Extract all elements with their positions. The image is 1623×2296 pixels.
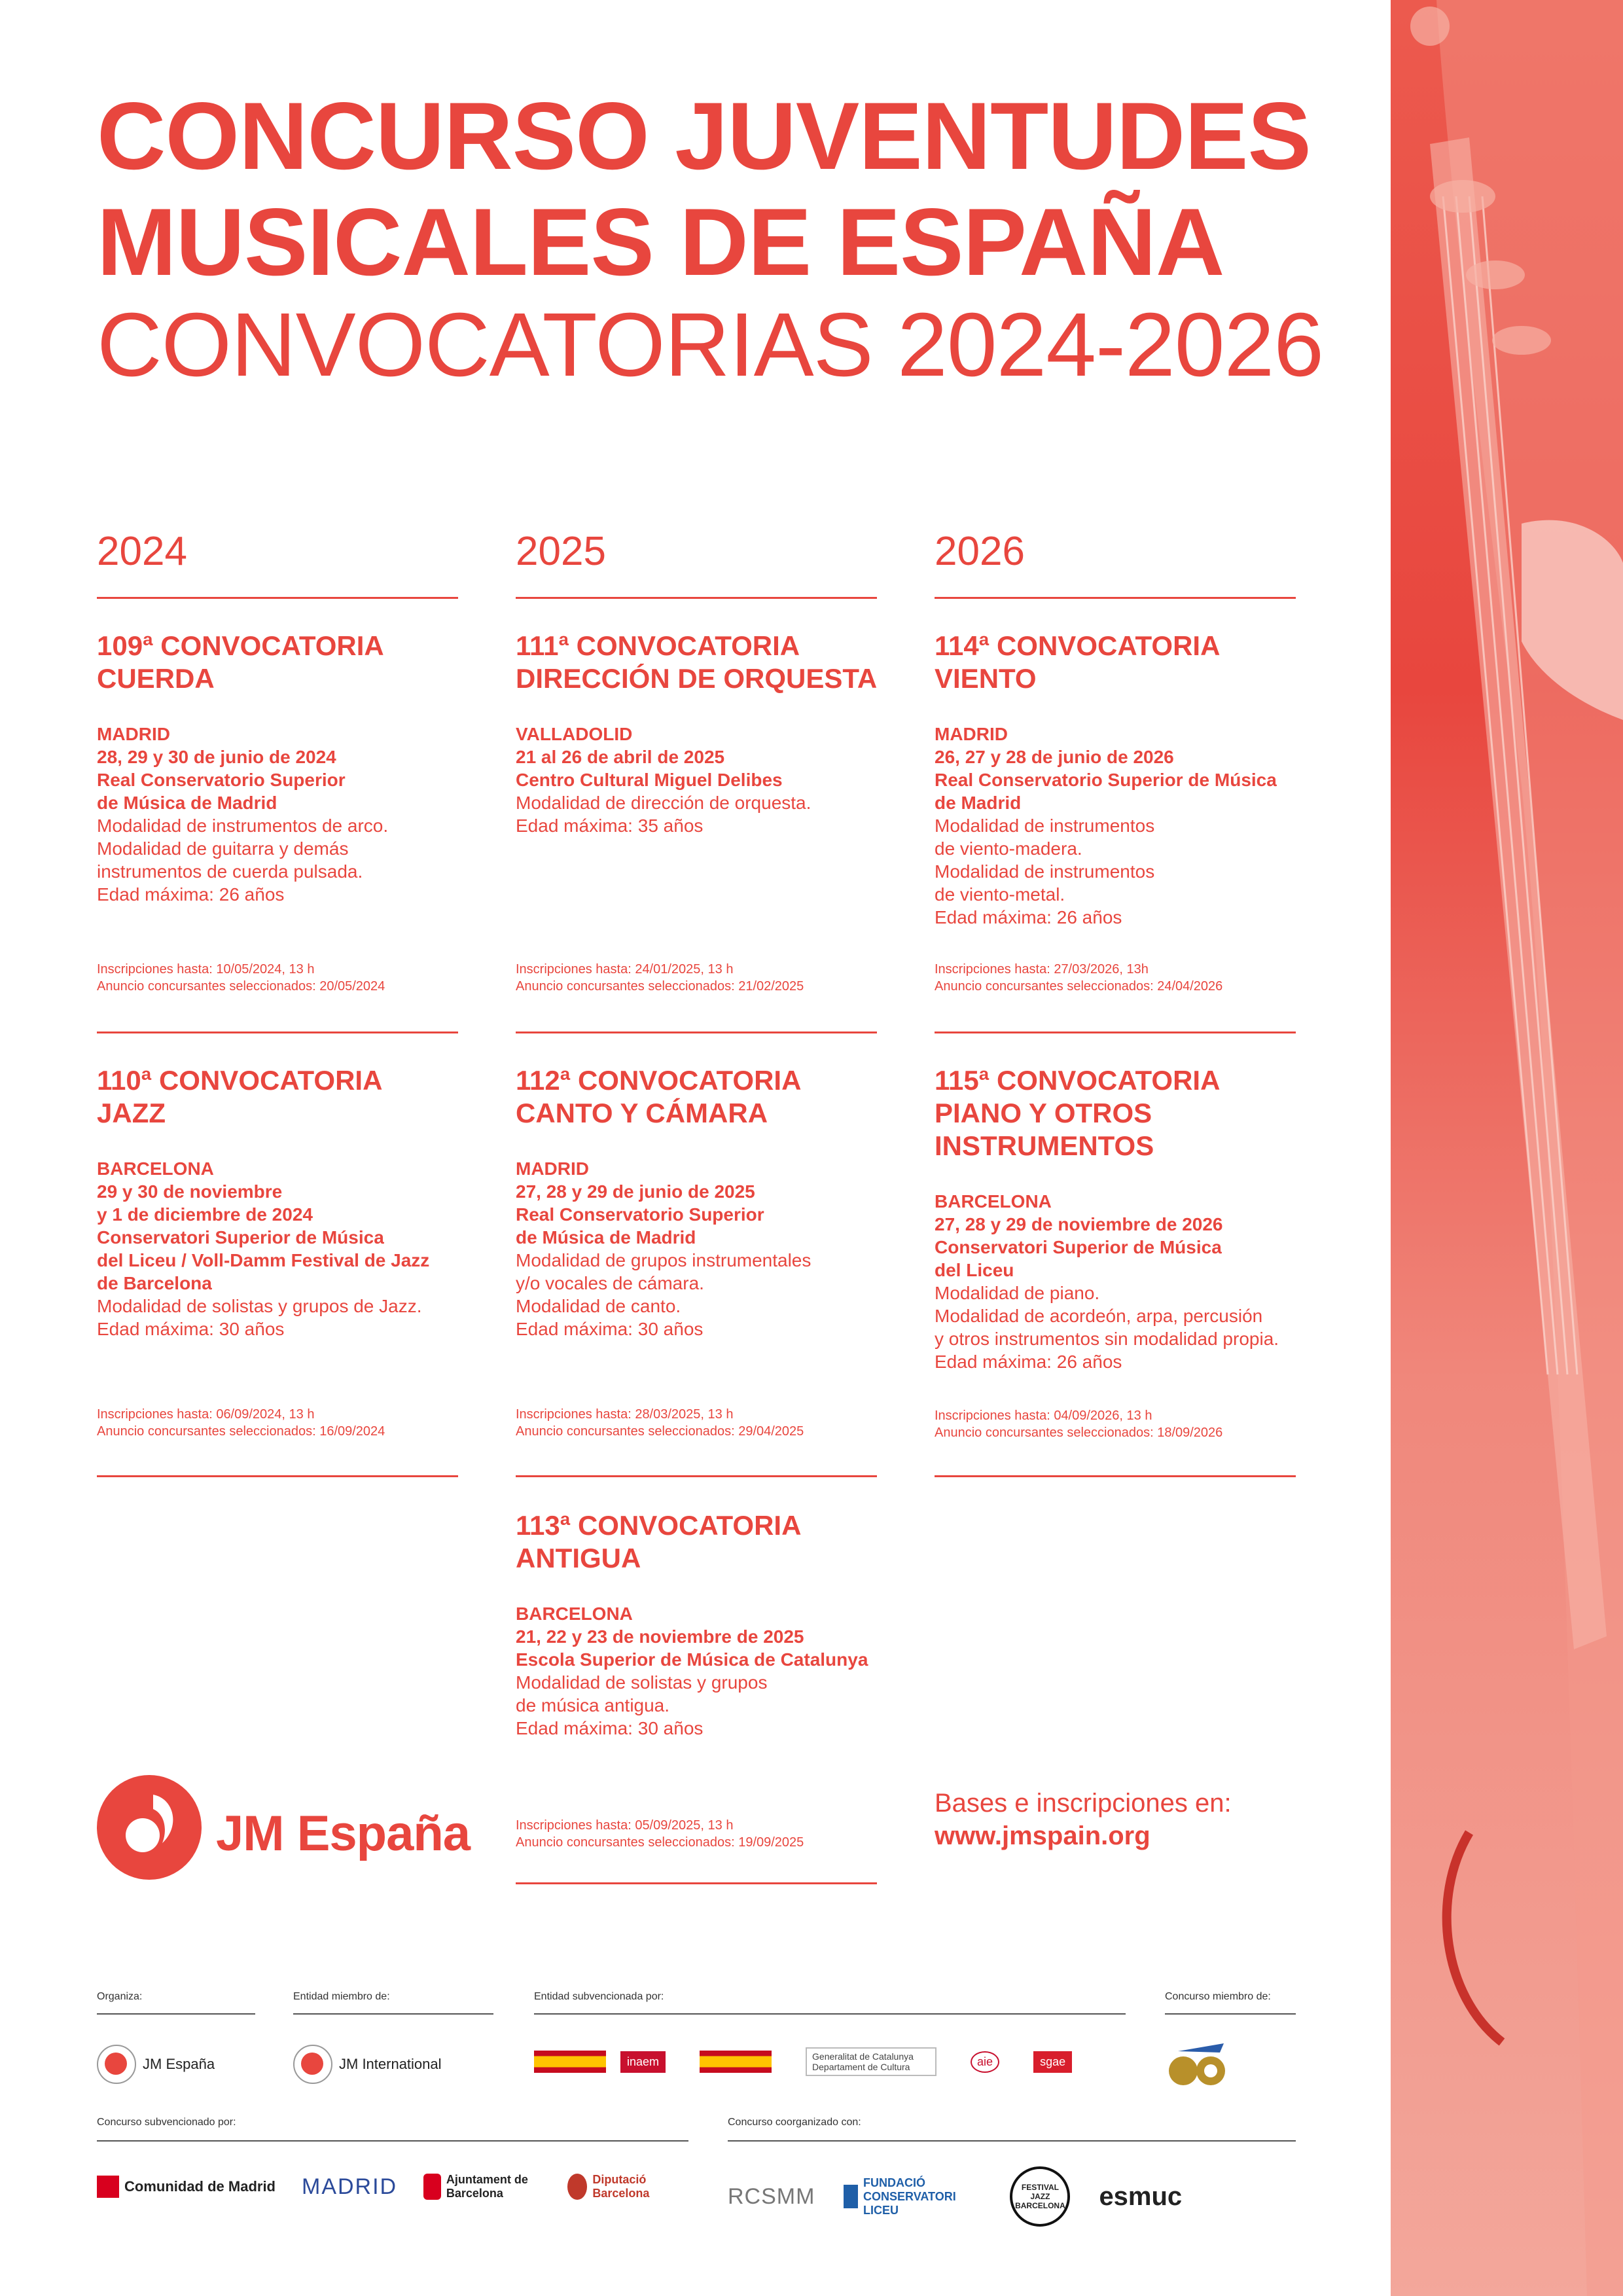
miembro-logo-text: JM International: [339, 2056, 442, 2072]
concurso-miembro-label: Concurso miembro de:: [1165, 1991, 1271, 2002]
call-subtitle: ANTIGUA: [516, 1543, 641, 1573]
anniversary-50-icon: [1165, 2039, 1230, 2089]
spain-flag-icon: [700, 2051, 772, 2073]
call-113-deadlines: [516, 1817, 882, 1851]
aie-logo: aie: [971, 2051, 999, 2073]
deadline: Inscripciones hasta: 28/03/2025, 13 h: [516, 1407, 734, 1422]
call-city: BARCELONA: [935, 1191, 1052, 1211]
miembro-label: Entidad miembro de:: [293, 1991, 390, 2002]
rcsmm-logo: RCSMM: [728, 2183, 815, 2209]
call-detail: Modalidad de acordeón, arpa, percusión: [935, 1306, 1263, 1326]
jm-icon: [97, 2045, 136, 2084]
call-109: [97, 630, 463, 906]
call-venue: Escola Superior de Música de Catalunya: [516, 1649, 868, 1670]
call-subtitle: DIRECCIÓN DE ORQUESTA: [516, 663, 878, 694]
deadline: Inscripciones hasta: 05/09/2025, 13 h: [516, 1818, 734, 1833]
instrument-photo: [1391, 0, 1623, 2296]
announcement: Anuncio concursantes seleccionados: 21/02/2025: [516, 979, 804, 994]
deadline: Inscripciones hasta: 24/01/2025, 13 h: [516, 962, 734, 977]
call-detail: y otros instrumentos sin modalidad propia.: [935, 1329, 1279, 1349]
subvencionado-label: Concurso subvencionado por:: [97, 2117, 236, 2128]
call-age: Edad máxima: 30 años: [516, 1319, 704, 1339]
announcement: Anuncio concursantes seleccionados: 20/05/2024: [97, 979, 385, 994]
diputacio-icon: [567, 2174, 587, 2200]
deadline: Inscripciones hasta: 06/09/2024, 13 h: [97, 1407, 315, 1422]
call-detail: Modalidad de solistas y grupos de Jazz.: [97, 1296, 422, 1316]
call-date: 27, 28 y 29 de noviembre de 2026: [935, 1214, 1223, 1234]
call-subtitle: CUERDA: [97, 663, 215, 694]
call-date: 26, 27 y 28 de junio de 2026: [935, 747, 1174, 767]
title-line-1: CONCURSO JUVENTUDES: [97, 82, 1311, 189]
divider: [534, 2013, 1126, 2015]
call-detail: de música antigua.: [516, 1695, 670, 1715]
call-subtitle: VIENTO: [935, 663, 1037, 694]
call-venue: de Música de Madrid: [97, 793, 277, 813]
call-detail: Modalidad de grupos instrumentales: [516, 1250, 812, 1270]
call-title: 111ª CONVOCATORIA: [516, 630, 800, 661]
divider: [516, 597, 877, 599]
emcy-logo: [1165, 2039, 1230, 2089]
call-age: Edad máxima: 30 años: [516, 1718, 704, 1738]
announcement: Anuncio concursantes seleccionados: 19/09/2025: [516, 1835, 804, 1850]
call-109-deadlines: [97, 961, 463, 995]
call-subtitle: CANTO Y CÁMARA: [516, 1098, 768, 1128]
liceu-text: FUNDACIÓ CONSERVATORI LICEU: [863, 2176, 956, 2217]
call-detail: Modalidad de instrumentos: [935, 861, 1155, 882]
esmuc-logo: esmuc: [1099, 2181, 1183, 2211]
divider: [728, 2140, 1296, 2142]
call-venue: de Barcelona: [97, 1273, 212, 1293]
announcement: Anuncio concursantes seleccionados: 16/09/2024: [97, 1424, 385, 1439]
call-113: [516, 1509, 882, 1740]
call-age: Edad máxima: 26 años: [935, 1352, 1122, 1372]
call-venue: de Música de Madrid: [516, 1227, 696, 1247]
divider: [516, 1031, 877, 1033]
divider: [97, 597, 458, 599]
call-detail: Modalidad de guitarra y demás: [97, 838, 349, 859]
call-detail: Modalidad de dirección de orquesta.: [516, 793, 812, 813]
year-2024: 2024: [97, 529, 187, 574]
call-venue: Conservatori Superior de Música: [97, 1227, 384, 1247]
ajuntament-text: Ajuntament de Barcelona: [446, 2173, 528, 2200]
coorganizado-label: Concurso coorganizado con:: [728, 2117, 861, 2128]
jm-icon: [293, 2045, 332, 2084]
call-city: MADRID: [97, 724, 170, 744]
call-detail: de viento-metal.: [935, 884, 1065, 905]
coorganizado-logos: [728, 2166, 1182, 2227]
call-age: Edad máxima: 26 años: [97, 884, 285, 905]
call-detail: Modalidad de canto.: [516, 1296, 681, 1316]
deadline: Inscripciones hasta: 10/05/2024, 13 h: [97, 962, 315, 977]
call-detail: Modalidad de instrumentos: [935, 816, 1155, 836]
announcement: Anuncio concursantes seleccionados: 24/04/2026: [935, 979, 1223, 994]
organiza-logo: [97, 2045, 215, 2084]
call-city: BARCELONA: [97, 1158, 214, 1179]
call-venue: Conservatori Superior de Música: [935, 1237, 1222, 1257]
barcelona-shield-icon: [423, 2174, 441, 2200]
divider: [935, 1031, 1296, 1033]
call-date: 28, 29 y 30 de junio de 2024: [97, 747, 336, 767]
divider: [97, 2140, 688, 2142]
divider: [97, 1475, 458, 1477]
jazz-festival-logo: FESTIVAL JAZZ BARCELONA: [1010, 2166, 1070, 2227]
ajuntament-logo: [423, 2173, 541, 2200]
call-venue: del Liceu / Voll-Damm Festival de Jazz: [97, 1250, 430, 1270]
call-114: [935, 630, 1301, 929]
organiza-logo-text: JM España: [143, 2056, 215, 2072]
bases-info: [935, 1787, 1327, 1852]
call-venue: Real Conservatorio Superior de Música: [935, 770, 1277, 790]
generalitat-logo: Generalitat de Catalunya Departament de Cultura: [806, 2047, 936, 2076]
call-date: y 1 de diciembre de 2024: [97, 1204, 313, 1225]
call-venue: Centro Cultural Miguel Delibes: [516, 770, 783, 790]
divider: [293, 2013, 493, 2015]
call-112: [516, 1064, 882, 1340]
deadline: Inscripciones hasta: 04/09/2026, 13 h: [935, 1408, 1152, 1423]
call-111-deadlines: [516, 961, 882, 995]
call-city: BARCELONA: [516, 1604, 633, 1624]
call-112-deadlines: [516, 1406, 882, 1440]
subvencionada-label: Entidad subvencionada por:: [534, 1991, 664, 2002]
call-age: Edad máxima: 30 años: [97, 1319, 285, 1339]
announcement: Anuncio concursantes seleccionados: 18/09/2026: [935, 1426, 1223, 1440]
divider: [935, 1475, 1296, 1477]
call-detail: Modalidad de piano.: [935, 1283, 1100, 1303]
divider: [97, 2013, 255, 2015]
inaem-logo: inaem: [620, 2051, 666, 2073]
divider: [97, 1031, 458, 1033]
miembro-logo: [293, 2045, 442, 2084]
call-title: 115ª CONVOCATORIA: [935, 1065, 1221, 1096]
call-date: 21 al 26 de abril de 2025: [516, 747, 725, 767]
madrid-flag-icon: [97, 2176, 119, 2198]
call-111: [516, 630, 882, 837]
call-110-deadlines: [97, 1406, 463, 1440]
call-age: Edad máxima: 35 años: [516, 816, 704, 836]
divider: [516, 1475, 877, 1477]
call-date: 27, 28 y 29 de junio de 2025: [516, 1181, 755, 1202]
call-115-deadlines: [935, 1407, 1301, 1441]
call-title: 109ª CONVOCATORIA: [97, 630, 384, 661]
call-detail: y/o vocales de cámara.: [516, 1273, 704, 1293]
call-city: MADRID: [516, 1158, 589, 1179]
call-114-deadlines: [935, 961, 1301, 995]
call-115: [935, 1064, 1301, 1373]
call-venue: Real Conservatorio Superior: [516, 1204, 764, 1225]
call-subtitle: JAZZ: [97, 1098, 166, 1128]
call-venue: Real Conservatorio Superior: [97, 770, 346, 790]
comunidad-madrid-text: Comunidad de Madrid: [124, 2178, 276, 2195]
year-2025: 2025: [516, 529, 606, 574]
announcement: Anuncio concursantes seleccionados: 29/04/2025: [516, 1424, 804, 1439]
divider: [935, 597, 1296, 599]
deadline: Inscripciones hasta: 27/03/2026, 13h: [935, 962, 1149, 977]
call-city: VALLADOLID: [516, 724, 633, 744]
subvencionada-logos: [534, 2047, 1072, 2076]
title-line-3: CONVOCATORIAS 2024-2026: [97, 295, 1324, 395]
call-subtitle: INSTRUMENTOS: [935, 1130, 1154, 1161]
organiza-label: Organiza:: [97, 1991, 143, 2002]
liceu-logo: [844, 2176, 981, 2217]
jm-logo-mark: [97, 1775, 202, 1880]
madrid-logo: MADRID: [302, 2174, 398, 2199]
jm-espana-logo: [97, 1775, 471, 1880]
diputacio-text: Diputació Barcelona: [592, 2173, 650, 2200]
divider: [516, 1882, 877, 1884]
divider: [1165, 2013, 1296, 2015]
call-age: Edad máxima: 26 años: [935, 907, 1122, 927]
year-2026: 2026: [935, 529, 1025, 574]
jm-logo-name: JM España: [216, 1806, 471, 1861]
call-detail: Modalidad de instrumentos de arco.: [97, 816, 389, 836]
call-title: 113ª CONVOCATORIA: [516, 1510, 802, 1541]
subvencionado-logos: [97, 2173, 679, 2200]
call-subtitle: PIANO Y OTROS: [935, 1098, 1152, 1128]
call-detail: instrumentos de cuerda pulsada.: [97, 861, 363, 882]
call-title: 110ª CONVOCATORIA: [97, 1065, 383, 1096]
call-title: 114ª CONVOCATORIA: [935, 630, 1221, 661]
comunidad-madrid-logo: [97, 2176, 276, 2198]
title-line-2: MUSICALES DE ESPAÑA: [97, 188, 1224, 295]
call-110: [97, 1064, 463, 1340]
call-date: 29 y 30 de noviembre: [97, 1181, 283, 1202]
bases-link[interactable]: www.jmspain.org: [935, 1821, 1150, 1850]
call-city: MADRID: [935, 724, 1008, 744]
call-title: 112ª CONVOCATORIA: [516, 1065, 802, 1096]
liceu-icon: [844, 2185, 858, 2208]
call-venue: del Liceu: [935, 1260, 1014, 1280]
call-detail: de viento-madera.: [935, 838, 1082, 859]
call-venue: de Madrid: [935, 793, 1022, 813]
spain-flag-icon: [534, 2051, 606, 2073]
call-detail: Modalidad de solistas y grupos: [516, 1672, 768, 1693]
bases-label: Bases e inscripciones en:: [935, 1789, 1232, 1818]
diputacio-logo: [567, 2173, 679, 2200]
sgae-logo: sgae: [1033, 2051, 1072, 2073]
call-date: 21, 22 y 23 de noviembre de 2025: [516, 1626, 804, 1647]
